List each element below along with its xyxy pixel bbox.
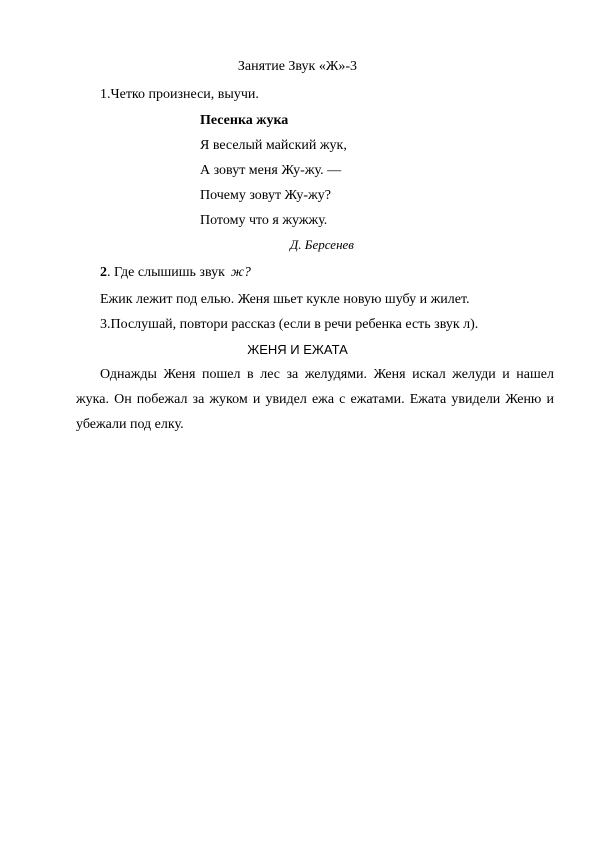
task-2-sound: ж?: [230, 265, 251, 280]
task-2: [100, 264, 251, 282]
story-text: Однажды Женя пошел в лес за желудями. Женя искал желуди и нашел жука. Он побежал за жуком и увидел ежа с ежатами. Ежата увидели Женю и убежали под елку.: [76, 367, 554, 432]
lesson-title: Занятие Звук «Ж»-3: [237, 59, 358, 74]
task-2-number: 2: [100, 265, 107, 280]
poem-line-2: А зовут меня Жу-жу. —: [200, 163, 342, 178]
task-3: 3.Послушай, повтори рассказ (если в речи ребенка есть звук л).: [100, 317, 479, 332]
story-title: ЖЕНЯ И ЕЖАТА: [247, 342, 348, 357]
task-2-text: . Где слышишь звук: [107, 265, 225, 280]
poem-line-4: Потому что я жужжу.: [200, 213, 328, 228]
poem-title: Песенка жука: [200, 113, 289, 128]
practice-sentence: Ежик лежит под елью. Женя шьет кукле новую шубу и жилет.: [100, 292, 470, 307]
task-1: 1.Четко произнеси, выучи.: [100, 87, 259, 102]
poem-line-1: Я веселый майский жук,: [200, 138, 347, 153]
poem-author: Д. Берсенев: [290, 237, 354, 252]
poem-line-3: Почему зовут Жу-жу?: [200, 188, 331, 203]
